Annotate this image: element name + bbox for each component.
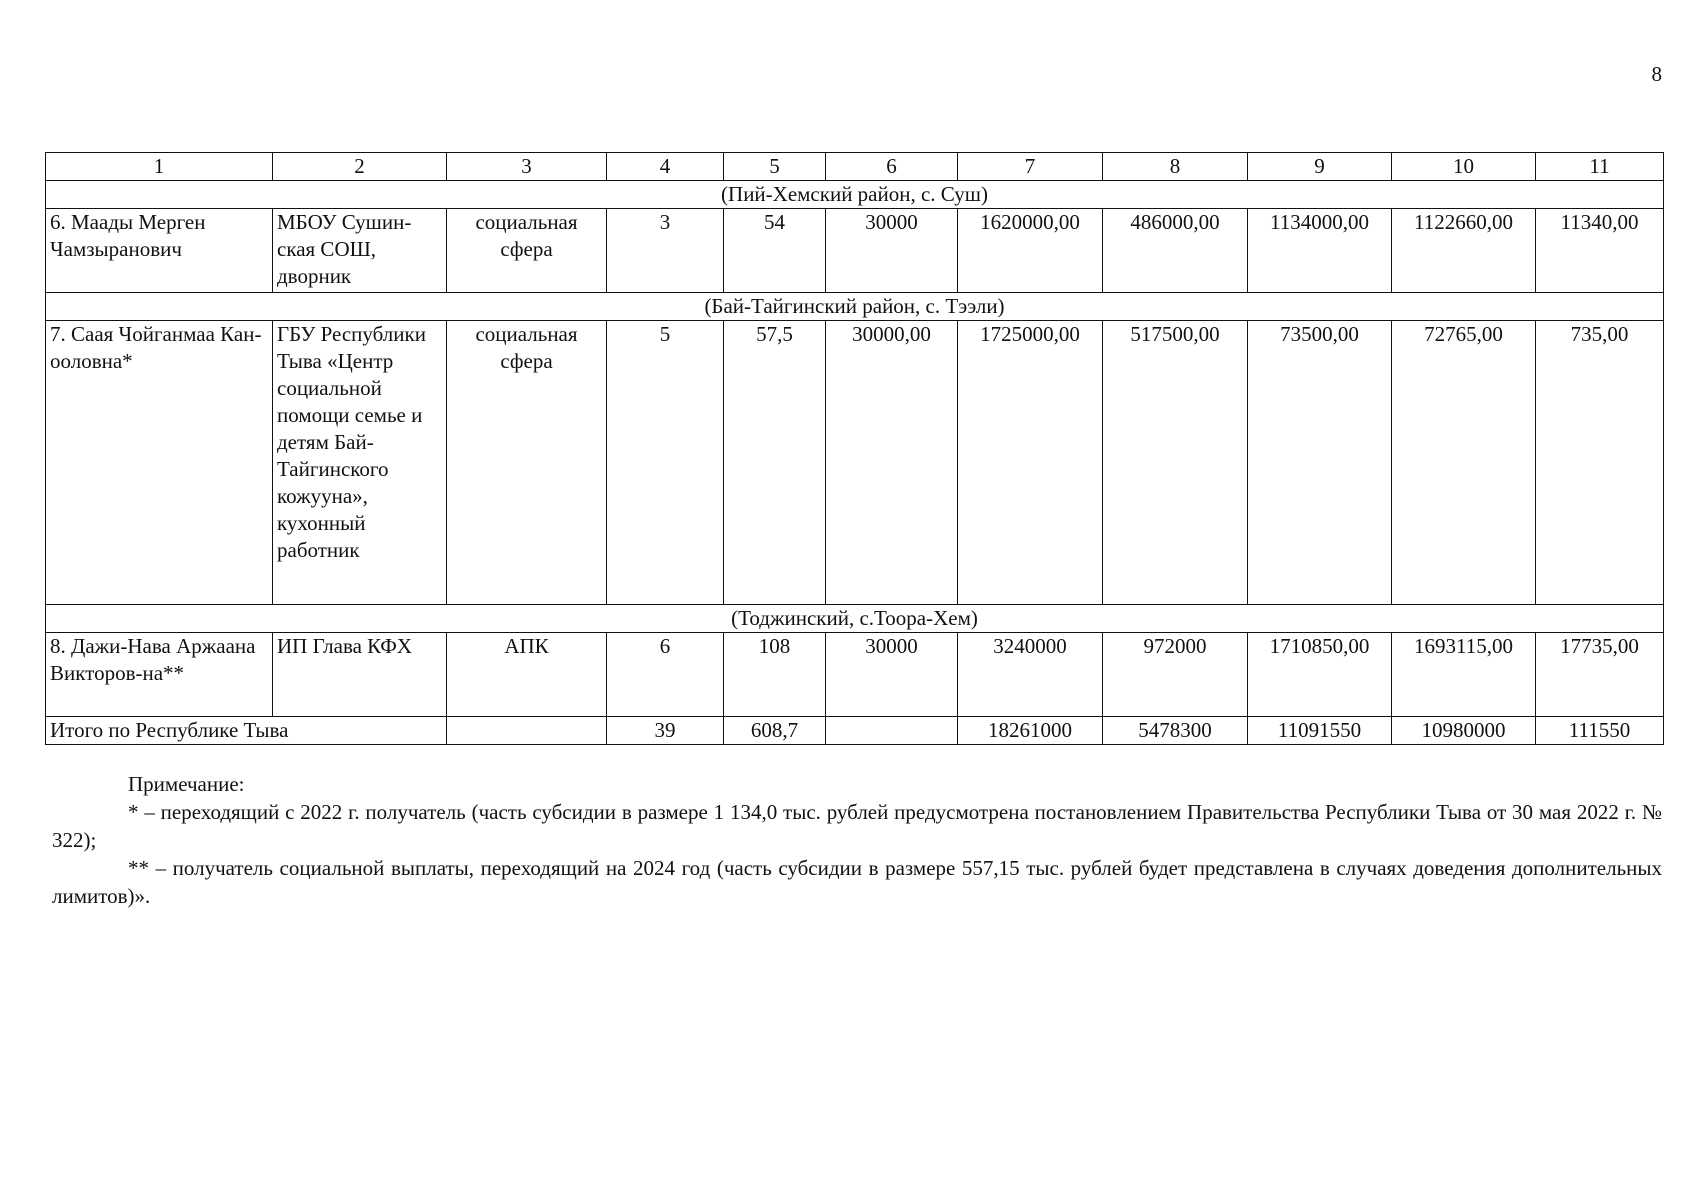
column-header: 11 [1536, 153, 1664, 181]
total-col-7: 18261000 [958, 717, 1103, 745]
cell-col-7: 1620000,00 [958, 209, 1103, 293]
recipient-name: 6. Маады Мерген Чамзыранович [46, 209, 273, 293]
cell-col-5: 57,5 [724, 321, 826, 605]
employer-position: ГБУ Республики Тыва «Центр социальной помощи семье и детям Бай-Тайгинского кожууна», кухонный работник [273, 321, 447, 605]
note-double-asterisk: ** – получатель социальной выплаты, переходящий на 2024 год (часть субсидии в размере 557,15 тыс. рублей будет представлена в случаях доведения дополнительных лимитов)». [52, 856, 1662, 908]
cell-col-4: 5 [607, 321, 724, 605]
page-number: 8 [1651, 62, 1662, 86]
column-header: 5 [724, 153, 826, 181]
column-header: 8 [1103, 153, 1248, 181]
note-single-asterisk: * – переходящий с 2022 г. получатель (часть субсидии в размере 1 134,0 тыс. рублей предусмотрена постановлением Правительства Республики Тыва от 30 мая 2022 г. № 322); [52, 800, 1662, 852]
cell-col-10: 1693115,00 [1392, 633, 1536, 717]
cell-col-5: 108 [724, 633, 826, 717]
cell-col-7: 1725000,00 [958, 321, 1103, 605]
recipients-table [45, 152, 1664, 745]
district-label: (Тоджинский, с.Тоора-Хем) [46, 605, 1664, 633]
cell-col-4: 3 [607, 209, 724, 293]
cell-col-11: 735,00 [1536, 321, 1664, 605]
employer-position: ИП Глава КФХ [273, 633, 447, 717]
total-row [46, 717, 1664, 745]
column-header: 10 [1392, 153, 1536, 181]
total-col-4: 39 [607, 717, 724, 745]
sector: социальная сфера [447, 321, 607, 605]
cell-col-6: 30000 [826, 633, 958, 717]
cell-col-4: 6 [607, 633, 724, 717]
recipient-name: 8. Дажи-Нава Аржаана Викторов-на** [46, 633, 273, 717]
cell-col-3-empty [447, 717, 607, 745]
sector: АПК [447, 633, 607, 717]
cell-col-9: 1134000,00 [1248, 209, 1392, 293]
cell-col-10: 1122660,00 [1392, 209, 1536, 293]
cell-col-11: 11340,00 [1536, 209, 1664, 293]
table-row [46, 209, 1664, 293]
total-col-5: 608,7 [724, 717, 826, 745]
sector: социальная сфера [447, 209, 607, 293]
column-header: 9 [1248, 153, 1392, 181]
district-label: (Пий-Хемский район, с. Суш) [46, 181, 1664, 209]
cell-col-9: 1710850,00 [1248, 633, 1392, 717]
total-col-6-empty [826, 717, 958, 745]
column-header: 4 [607, 153, 724, 181]
district-row [46, 181, 1664, 209]
cell-col-6: 30000,00 [826, 321, 958, 605]
column-header: 6 [826, 153, 958, 181]
cell-col-8: 486000,00 [1103, 209, 1248, 293]
total-label: Итого по Республике Тыва [46, 717, 447, 745]
column-header: 7 [958, 153, 1103, 181]
cell-col-7: 3240000 [958, 633, 1103, 717]
table-row [46, 321, 1664, 605]
recipient-name: 7. Саая Чойганмаа Кан-ооловна* [46, 321, 273, 605]
notes-title: Примечание: [128, 772, 245, 796]
cell-col-10: 72765,00 [1392, 321, 1536, 605]
cell-col-5: 54 [724, 209, 826, 293]
district-label: (Бай-Тайгинский район, с. Тээли) [46, 293, 1664, 321]
column-header: 1 [46, 153, 273, 181]
cell-col-11: 17735,00 [1536, 633, 1664, 717]
employer-position: МБОУ Сушин-ская СОШ, дворник [273, 209, 447, 293]
total-col-11: 111550 [1536, 717, 1664, 745]
total-col-9: 11091550 [1248, 717, 1392, 745]
total-col-10: 10980000 [1392, 717, 1536, 745]
cell-col-8: 517500,00 [1103, 321, 1248, 605]
cell-col-8: 972000 [1103, 633, 1248, 717]
column-header: 2 [273, 153, 447, 181]
total-col-8: 5478300 [1103, 717, 1248, 745]
cell-col-6: 30000 [826, 209, 958, 293]
notes-section [52, 770, 1662, 910]
cell-col-9: 73500,00 [1248, 321, 1392, 605]
district-row [46, 293, 1664, 321]
column-header: 3 [447, 153, 607, 181]
district-row [46, 605, 1664, 633]
column-number-header-row [46, 153, 1664, 181]
table-row [46, 633, 1664, 717]
